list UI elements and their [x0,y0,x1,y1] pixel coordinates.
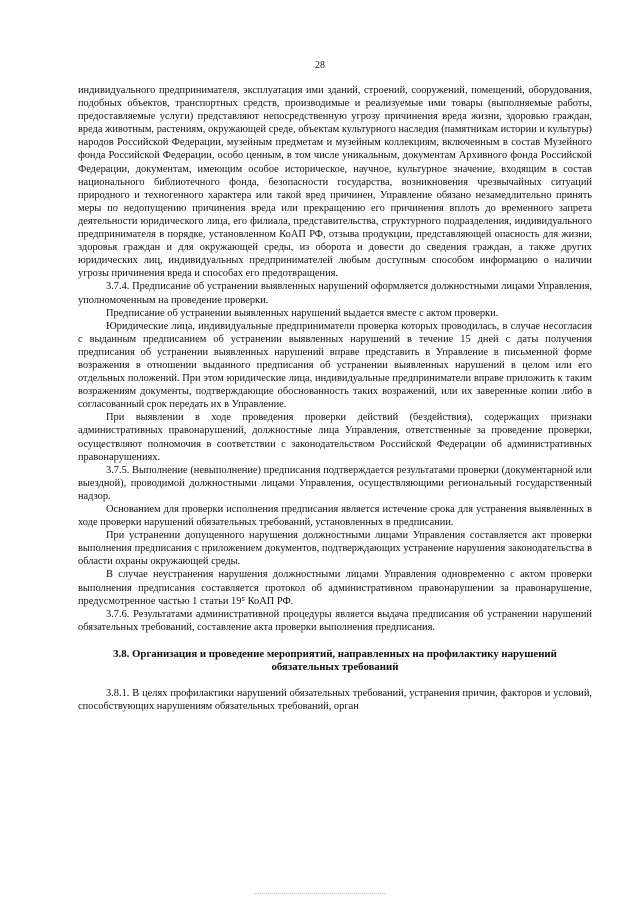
paragraph-last: 3.8.1. В целях профилактики нарушений обязательных требований, устранения причин, факторов и условий, способствующих нарушениям обязательных требований, орган [78,687,592,713]
paragraph-3: Предписание об устранении выявленных нарушений выдается вместе с актом проверки. [106,307,499,319]
paragraph-9: В случае неустранения нарушения должностными лицами Управления одновременно с актом проверки выполнения предписания составляется протокол об административном правонарушении за правонарушение, предусмотренное частью 1 статьи 19⁵ КоАП РФ. [78,569,592,607]
scan-artifact-line [255,893,385,896]
paragraph-10: 3.7.6. Результатами административной процедуры является выдача предписания об устранении нарушений обязательных требований, составление акта проверки выполнения предписания. [78,608,592,633]
paragraph-1: индивидуального предпринимателя, эксплуатация ими зданий, строений, сооружений, помещений, оборудования, подобных объектов, транспортных средств, производимые и реализуемые ими товары (выполняемые работы, предоставляемые услуги) представляют непосредственную угрозу причинения вреда жизни, здоровью граждан, вреда животным, растениям, окружающей среде, объектам культурного наследия (памятникам истории и культуры) народов Российской Федерации, музейным предметам и музейным коллекциям, включенным в состав Музейного фонда Российской Федерации, особо ценным, в том числе уникальным, документам Архивного фонда Российской Федерации, документам, имеющим особое историческое, научное, культурное значение, входящим в состав национального библиотечного фонда, безопасности государства, возникновения чрезвычайных ситуаций природного и техногенного характера или такой вред причинен, Управление обязано незамедлительно принять меры по недопущению причинения вреда или прекращению его причинения вплоть до временного запрета деятельности юридического лица, его филиала, представительства, структурного подразделения, индивидуального предпринимателя в порядке, установленном КоАП РФ, отзыва продукции, представляющей опасность для жизни, здоровья граждан и для окружающей среды, из оборота и довести до сведения граждан, а также других юридических лиц, индивидуальных предпринимателей любым доступным способом информацию о наличии угрозы причинения вреда и способах его предотвращения. [78,85,592,280]
paragraph-2: 3.7.4. Предписание об устранении выявленных нарушений оформляется должностными лицами Управления, уполномоченным на проведение проверки. [78,281,592,306]
paragraph-5: При выявлении в ходе проведения проверки действий (бездействия), содержащих признаки административных правонарушений, должностные лица Управления, ответственные за проведение проверки, осуществляют полномочия в соответствии с законодательством Российской Федерации об административных правонарушениях. [78,412,592,463]
section-heading: 3.8. Организация и проведение мероприятий, направленных на профилактику нарушений обязательных требований [113,647,557,674]
paragraph-6: 3.7.5. Выполнение (невыполнение) предписания подтверждается результатами проверки (документарной или выездной), проводимой должностными лицами Управления, осуществляющими региональный государственный надзор. [78,464,592,502]
document-body [78,84,592,713]
paragraph-8: При устранении допущенного нарушения должностными лицами Управления составляется акт проверки выполнения предписания с приложением документов, подтверждающих устранение нарушения законодательства в области охраны окружающей среды. [78,530,592,568]
paragraph-7: Основанием для проверки исполнения предписания является истечение срока для устранения выявленных в ходе проверки нарушений обязательных требований, установленных в предписании. [78,504,592,529]
page-number: 28 [315,60,325,71]
paragraph-4: Юридические лица, индивидуальные предприниматели проверка которых проводилась, в случае несогласия с выданным предписанием об устранении выявленных нарушений в течение 15 дней с даты получения предписания об устранении выявленных нарушений вправе представить в Управление в письменной форме возражения в отношении выданного предписания об устранении выявленных нарушений в целом или его отдельных положений. При этом юридические лица, индивидуальные предприниматели вправе приложить к таким возражениям документы, подтверждающие обоснованность таких возражений, или их заверенные копии либо в согласованный срок передать их в Управление. [78,320,592,411]
